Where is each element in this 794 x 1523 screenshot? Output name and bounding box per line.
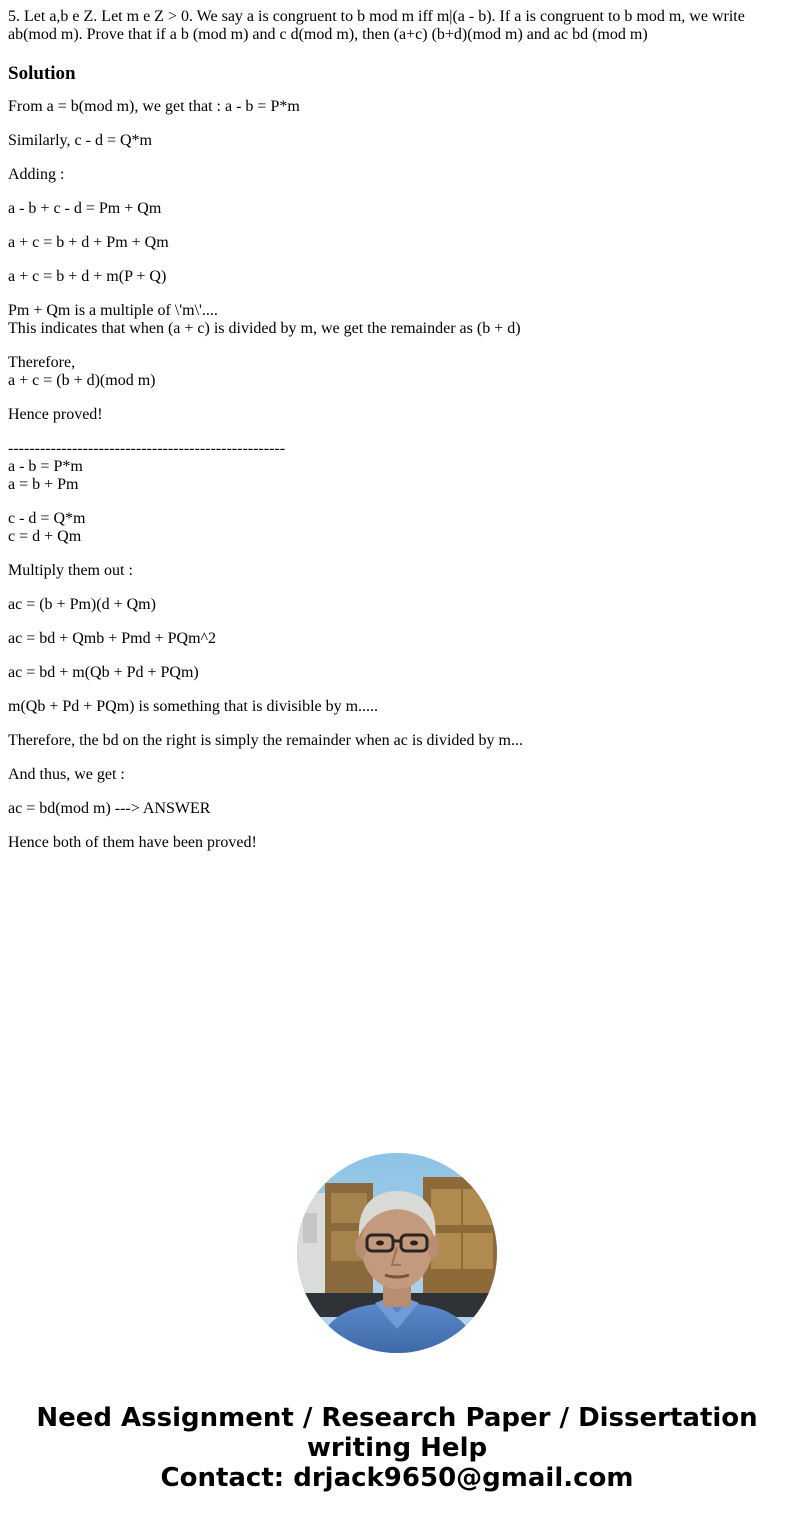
solution-step: a + c = b + d + m(P + Q) [8, 268, 167, 285]
footer-banner [0, 1403, 794, 1493]
solution-step: Similarly, c - d = Q*m [8, 132, 152, 149]
solution-step: Pm + Qm is a multiple of \'m\'.... This indicates that when (a + c) is divided by m, we get the remainder as (b + d) [8, 302, 521, 337]
footer-contact: Contact: drjack9650@gmail.com [160, 1463, 634, 1493]
solution-step: ac = bd + m(Qb + Pd + PQm) [8, 664, 199, 681]
solution-step: Therefore, the bd on the right is simply the remainder when ac is divided by m... [8, 732, 523, 749]
solution-step: ac = bd + Qmb + Pmd + PQm^2 [8, 630, 217, 647]
solution-step: ac = bd(mod m) ---> ANSWER [8, 800, 211, 817]
solution-step: a + c = b + d + Pm + Qm [8, 234, 169, 251]
solution-step: Hence proved! [8, 406, 103, 423]
solution-step: c - d = Q*m c = d + Qm [8, 510, 86, 545]
footer-line: writing Help [306, 1433, 488, 1463]
solution-step: a - b + c - d = Pm + Qm [8, 200, 162, 217]
divider-line: ---------------------------------------------------- [8, 440, 286, 457]
solution-step: Multiply them out : [8, 562, 133, 579]
solution-step: Adding : [8, 166, 65, 183]
solution-step: And thus, we get : [8, 766, 125, 783]
solution-step: a - b = P*m a = b + Pm [8, 458, 83, 493]
solution-step: From a = b(mod m), we get that : a - b = P*m [8, 98, 300, 115]
question-text: 5. Let a,b e Z. Let m e Z > 0. We say a is congruent to b mod m iff m|(a - b). If a is congruent to b mod m, we write ab(mod m). Prove that if a b (mod m) and c d(mod m), then (a+c) (b+d)(mod m) and ac bd (mod m) [8, 8, 745, 43]
solution-step: ac = (b + Pm)(d + Qm) [8, 596, 156, 613]
solution-step: Therefore, a + c = (b + d)(mod m) [8, 354, 156, 389]
solution-step: Hence both of them have been proved! [8, 834, 257, 851]
portrait-image [297, 1153, 497, 1353]
document-content [8, 8, 778, 852]
avatar [297, 1153, 497, 1353]
footer-line: Need Assignment / Research Paper / Dissertation [36, 1403, 758, 1433]
solution-step: m(Qb + Pd + PQm) is something that is divisible by m..... [8, 698, 379, 715]
solution-heading: Solution [8, 63, 76, 84]
